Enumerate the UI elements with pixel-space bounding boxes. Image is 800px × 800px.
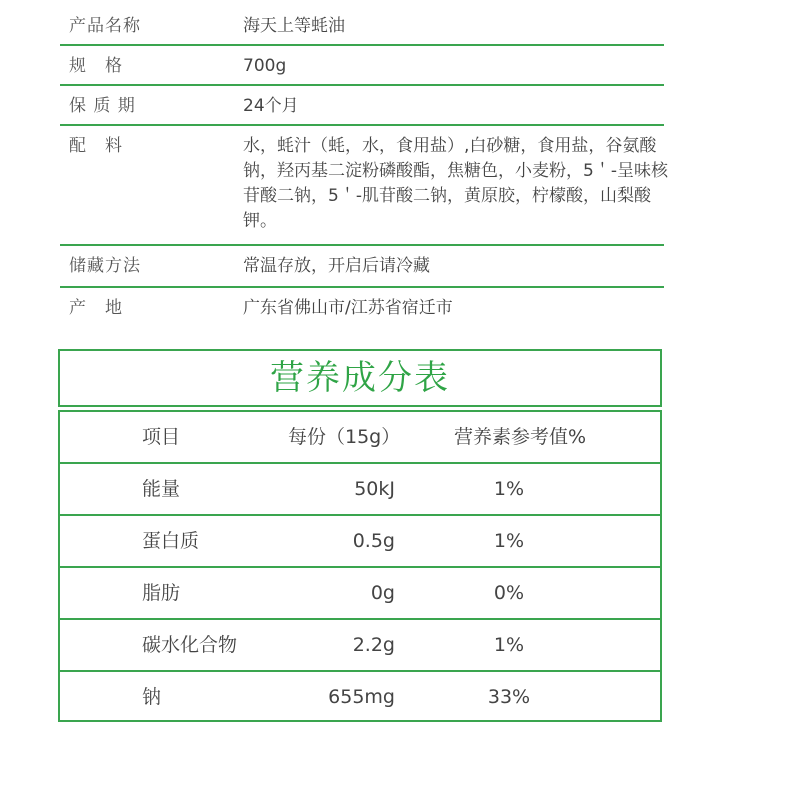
nutrient-name: 碳水化合物	[142, 634, 238, 656]
product-spec-table	[60, 6, 668, 328]
table-row	[60, 618, 660, 670]
spec-row-shelf-life	[60, 86, 664, 126]
header-item: 项目	[142, 426, 181, 448]
spec-row-origin	[60, 288, 664, 328]
nrv-value: 33%	[487, 686, 531, 708]
nrv-value: 1%	[493, 530, 525, 552]
per-serving-value: 0g	[370, 582, 395, 604]
spec-value: 24个月	[243, 96, 299, 116]
nutrition-table	[58, 410, 662, 722]
per-serving-value: 50kJ	[354, 478, 395, 500]
header-per-serving: 每份（15g）	[288, 426, 401, 448]
nutrition-title: 营养成分表	[58, 349, 662, 407]
spec-label: 保 质 期	[69, 96, 136, 116]
spec-label: 产 地	[69, 298, 123, 318]
header-nrv: 营养素参考值%	[454, 426, 587, 448]
spec-value: 700g	[243, 56, 287, 76]
spec-row-size	[60, 46, 664, 86]
table-row	[60, 566, 660, 618]
table-row	[60, 462, 660, 514]
spec-row-ingredients	[60, 126, 668, 246]
per-serving-value: 2.2g	[352, 634, 395, 656]
nrv-value: 1%	[493, 634, 525, 656]
nutrient-name: 蛋白质	[142, 530, 200, 552]
nrv-value: 0%	[493, 582, 525, 604]
nutrient-name: 脂肪	[142, 582, 181, 604]
spec-label: 储藏方法	[69, 256, 141, 276]
nrv-value: 1%	[493, 478, 525, 500]
spec-label: 产品名称	[69, 16, 141, 36]
spec-label: 规 格	[69, 56, 123, 76]
table-row	[60, 670, 660, 720]
spec-row-name	[60, 6, 664, 46]
spec-value: 海天上等蚝油	[243, 16, 345, 36]
nutrient-name: 钠	[142, 686, 162, 708]
spec-label: 配 料	[69, 136, 123, 156]
spec-value: 水，蚝汁（蚝，水，食用盐）,白砂糖，食用盐，谷氨酸钠，羟丙基二淀粉磷酸酯，焦糖色，小麦粉，5＇-呈味核苷酸二钠，5＇-肌苷酸二钠，黄原胶，柠檬酸，山梨酸钾。	[243, 136, 668, 231]
per-serving-value: 0.5g	[352, 530, 395, 552]
spec-row-storage	[60, 246, 664, 288]
per-serving-value: 655mg	[328, 686, 395, 708]
spec-value: 常温存放，开启后请冷藏	[243, 256, 430, 276]
nutrient-name: 能量	[142, 478, 181, 500]
nutrition-header-row	[60, 412, 660, 462]
spec-value: 广东省佛山市/江苏省宿迁市	[243, 298, 453, 318]
table-row	[60, 514, 660, 566]
